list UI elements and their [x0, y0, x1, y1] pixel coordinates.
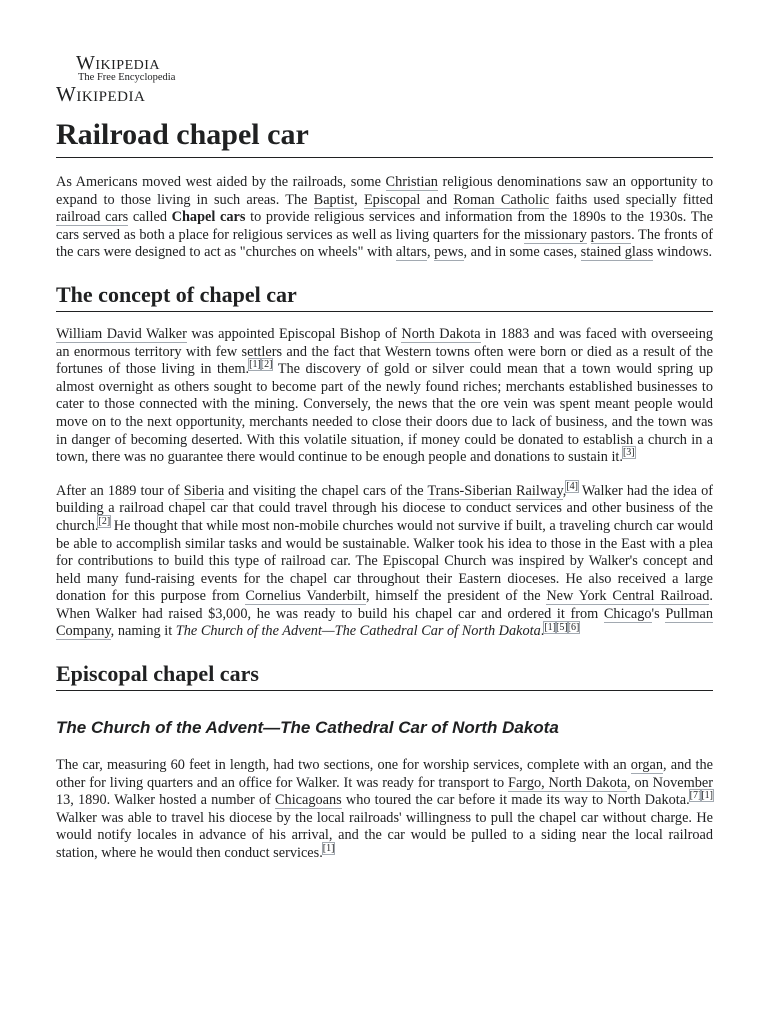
link-roman-catholic[interactable]: Roman Catholic	[453, 191, 550, 208]
citation	[249, 359, 261, 370]
citation	[261, 359, 273, 370]
link-trans-siberian-railway[interactable]: Trans-Siberian Railway	[427, 482, 563, 499]
section-heading-episcopal: Episcopal chapel cars	[56, 661, 713, 691]
link-chicago[interactable]: Chicago	[603, 605, 652, 622]
link-pullman-company[interactable]: Pullman Company	[56, 605, 714, 640]
concept-paragraph-1: William David Walker was appointed Episcopal Bishop of North Dakota in 1883 and was faced with overseeing an enormous territory with few settlers and the fact that Western towns often were born or died as a result of the fortunes of those living in them.[1][2] The discovery of gold or silver could mean that a town would spring up almost overnight as others sought to become part of the newly found riches; merchants established businesses to cater to those connected with the mining. Conversely, the news that the ore vein was spent meant people would move on to the next opportunity, merchants needed to close their doors due to lack of business, and the town was in danger of becoming deserted. With this volatile situation, if money could be donated to establish a church in a town, there was no guarantee there would continue to be enough people and donations to sustain it.[3]	[56, 325, 713, 466]
link-organ[interactable]: organ	[630, 757, 664, 774]
citation-link[interactable]: [4]	[566, 480, 578, 492]
citation	[568, 622, 580, 633]
logo-wordmark-bottom: Wikipedia	[56, 82, 146, 106]
intro-paragraph: As Americans moved west aided by the railroads, some Christian religious denominations saw an opportunity to expand to those living in such areas. The Baptist, Episcopal and Roman Catholic faiths used specially fitted railroad cars called Chapel cars to provide religious services and information from the 1890s to the 1930s. The cars served as both a place for religious services as well as living quarters for the missionary pastors. The fronts of the cars were designed to act as "churches on wheels" with altars, pews, and in some cases, stained glass windows.	[56, 174, 714, 261]
citation-link[interactable]: [1]	[701, 790, 714, 802]
link-siberia[interactable]: Siberia	[183, 482, 225, 499]
subsection-heading-church-of-the-advent: The Church of the Advent—The Cathedral Car of North Dakota	[56, 718, 559, 738]
italic-car-name: The Church of the Advent—The Cathedral Car of North Dakota	[175, 623, 541, 640]
citation-link[interactable]: [3]	[622, 447, 635, 459]
section-heading-concept: The concept of chapel car	[56, 282, 713, 312]
link-stained-glass[interactable]: stained glass	[580, 244, 654, 261]
link-fargo-north-dakota[interactable]: Fargo, North Dakota	[508, 774, 628, 791]
citation-link[interactable]: [2]	[260, 359, 273, 371]
citation	[566, 481, 578, 492]
citation	[556, 622, 568, 633]
citation	[701, 790, 713, 801]
link-christian[interactable]: Christian	[385, 174, 438, 190]
citation	[98, 516, 110, 527]
link-new-york-central-railroad[interactable]: New York Central Railroad	[546, 588, 710, 605]
link-baptist[interactable]: Baptist	[313, 191, 355, 208]
citation-link[interactable]: [2]	[98, 516, 111, 528]
logo-tagline: The Free Encyclopedia	[78, 72, 176, 83]
link-chicagoans[interactable]: Chicagoans	[275, 792, 342, 809]
citation-link[interactable]: [6]	[567, 621, 580, 633]
citation-link[interactable]: [1]	[322, 843, 335, 855]
link-pews[interactable]: pews	[434, 244, 464, 261]
concept-paragraph-2: After an 1889 tour of Siberia and visiting the chapel cars of the Trans-Siberian Railway,[4] Walker had the idea of building a railroad chapel car that could travel through his diocese to conduct services and other business of the church.[2] He thought that while most non-mobile churches would not survive if built, a traveling church car would be able to accomplish similar tasks and would be sustainable. Walker took his idea to those in the East with a plea for contributions to build this type of railroad car. The Episcopal Church was inspired by Walker's concept and held many fund-raising events for the chapel car throughout their Eastern dioceses. He also received a large donation for this purpose from Cornelius Vanderbilt, himself the president of the New York Central Railroad. When Walker had raised $3,000, he was ready to build his chapel car and ordered it from Chicago's Pullman Company, naming it The Church of the Advent—The Cathedral Car of North Dakota.[1][5][6]	[56, 480, 714, 640]
wikipedia-logo[interactable]	[56, 48, 713, 106]
citation-link[interactable]: [1]	[544, 621, 557, 633]
logo-wordmark-top: Wikipedia	[76, 52, 161, 74]
citation-link[interactable]: [5]	[556, 621, 568, 633]
citation	[323, 843, 335, 854]
link-north-dakota[interactable]: North Dakota	[401, 325, 481, 342]
page-title: Railroad chapel car	[56, 118, 713, 158]
link-cornelius-vanderbilt[interactable]: Cornelius Vanderbilt	[245, 588, 366, 605]
article	[56, 48, 713, 863]
link-william-david-walker[interactable]: William David Walker	[56, 325, 187, 342]
link-episcopal[interactable]: Episcopal	[363, 191, 421, 208]
citation-link[interactable]: [1]	[249, 359, 261, 371]
bold-term-chapel-cars: Chapel cars	[171, 209, 246, 226]
citation	[690, 790, 702, 801]
citation	[544, 622, 556, 633]
link-railroad-cars[interactable]: railroad cars	[56, 209, 129, 226]
link-missionary[interactable]: missionary	[524, 226, 587, 243]
link-pastors[interactable]: pastors	[590, 226, 632, 243]
link-altars[interactable]: altars	[395, 244, 427, 261]
advent-paragraph: The car, measuring 60 feet in length, had two sections, one for worship services, complete with an organ, and the other for living quarters and an office for Walker. It was ready for transport to Fargo, North Dakota, on November 13, 1890. Walker hosted a number of Chicagoans who toured the car before it made its way to North Dakota.[7][1] Walker was able to travel his diocese by the local railroads' willingness to pull the chapel car without charge. He would notify locales in advance of his arrival, and the car would be pulled to a siding near the local railroad station, where he would then conduct services.[1]	[56, 757, 714, 862]
citation-link[interactable]: [7]	[689, 790, 702, 802]
citation	[623, 447, 635, 458]
